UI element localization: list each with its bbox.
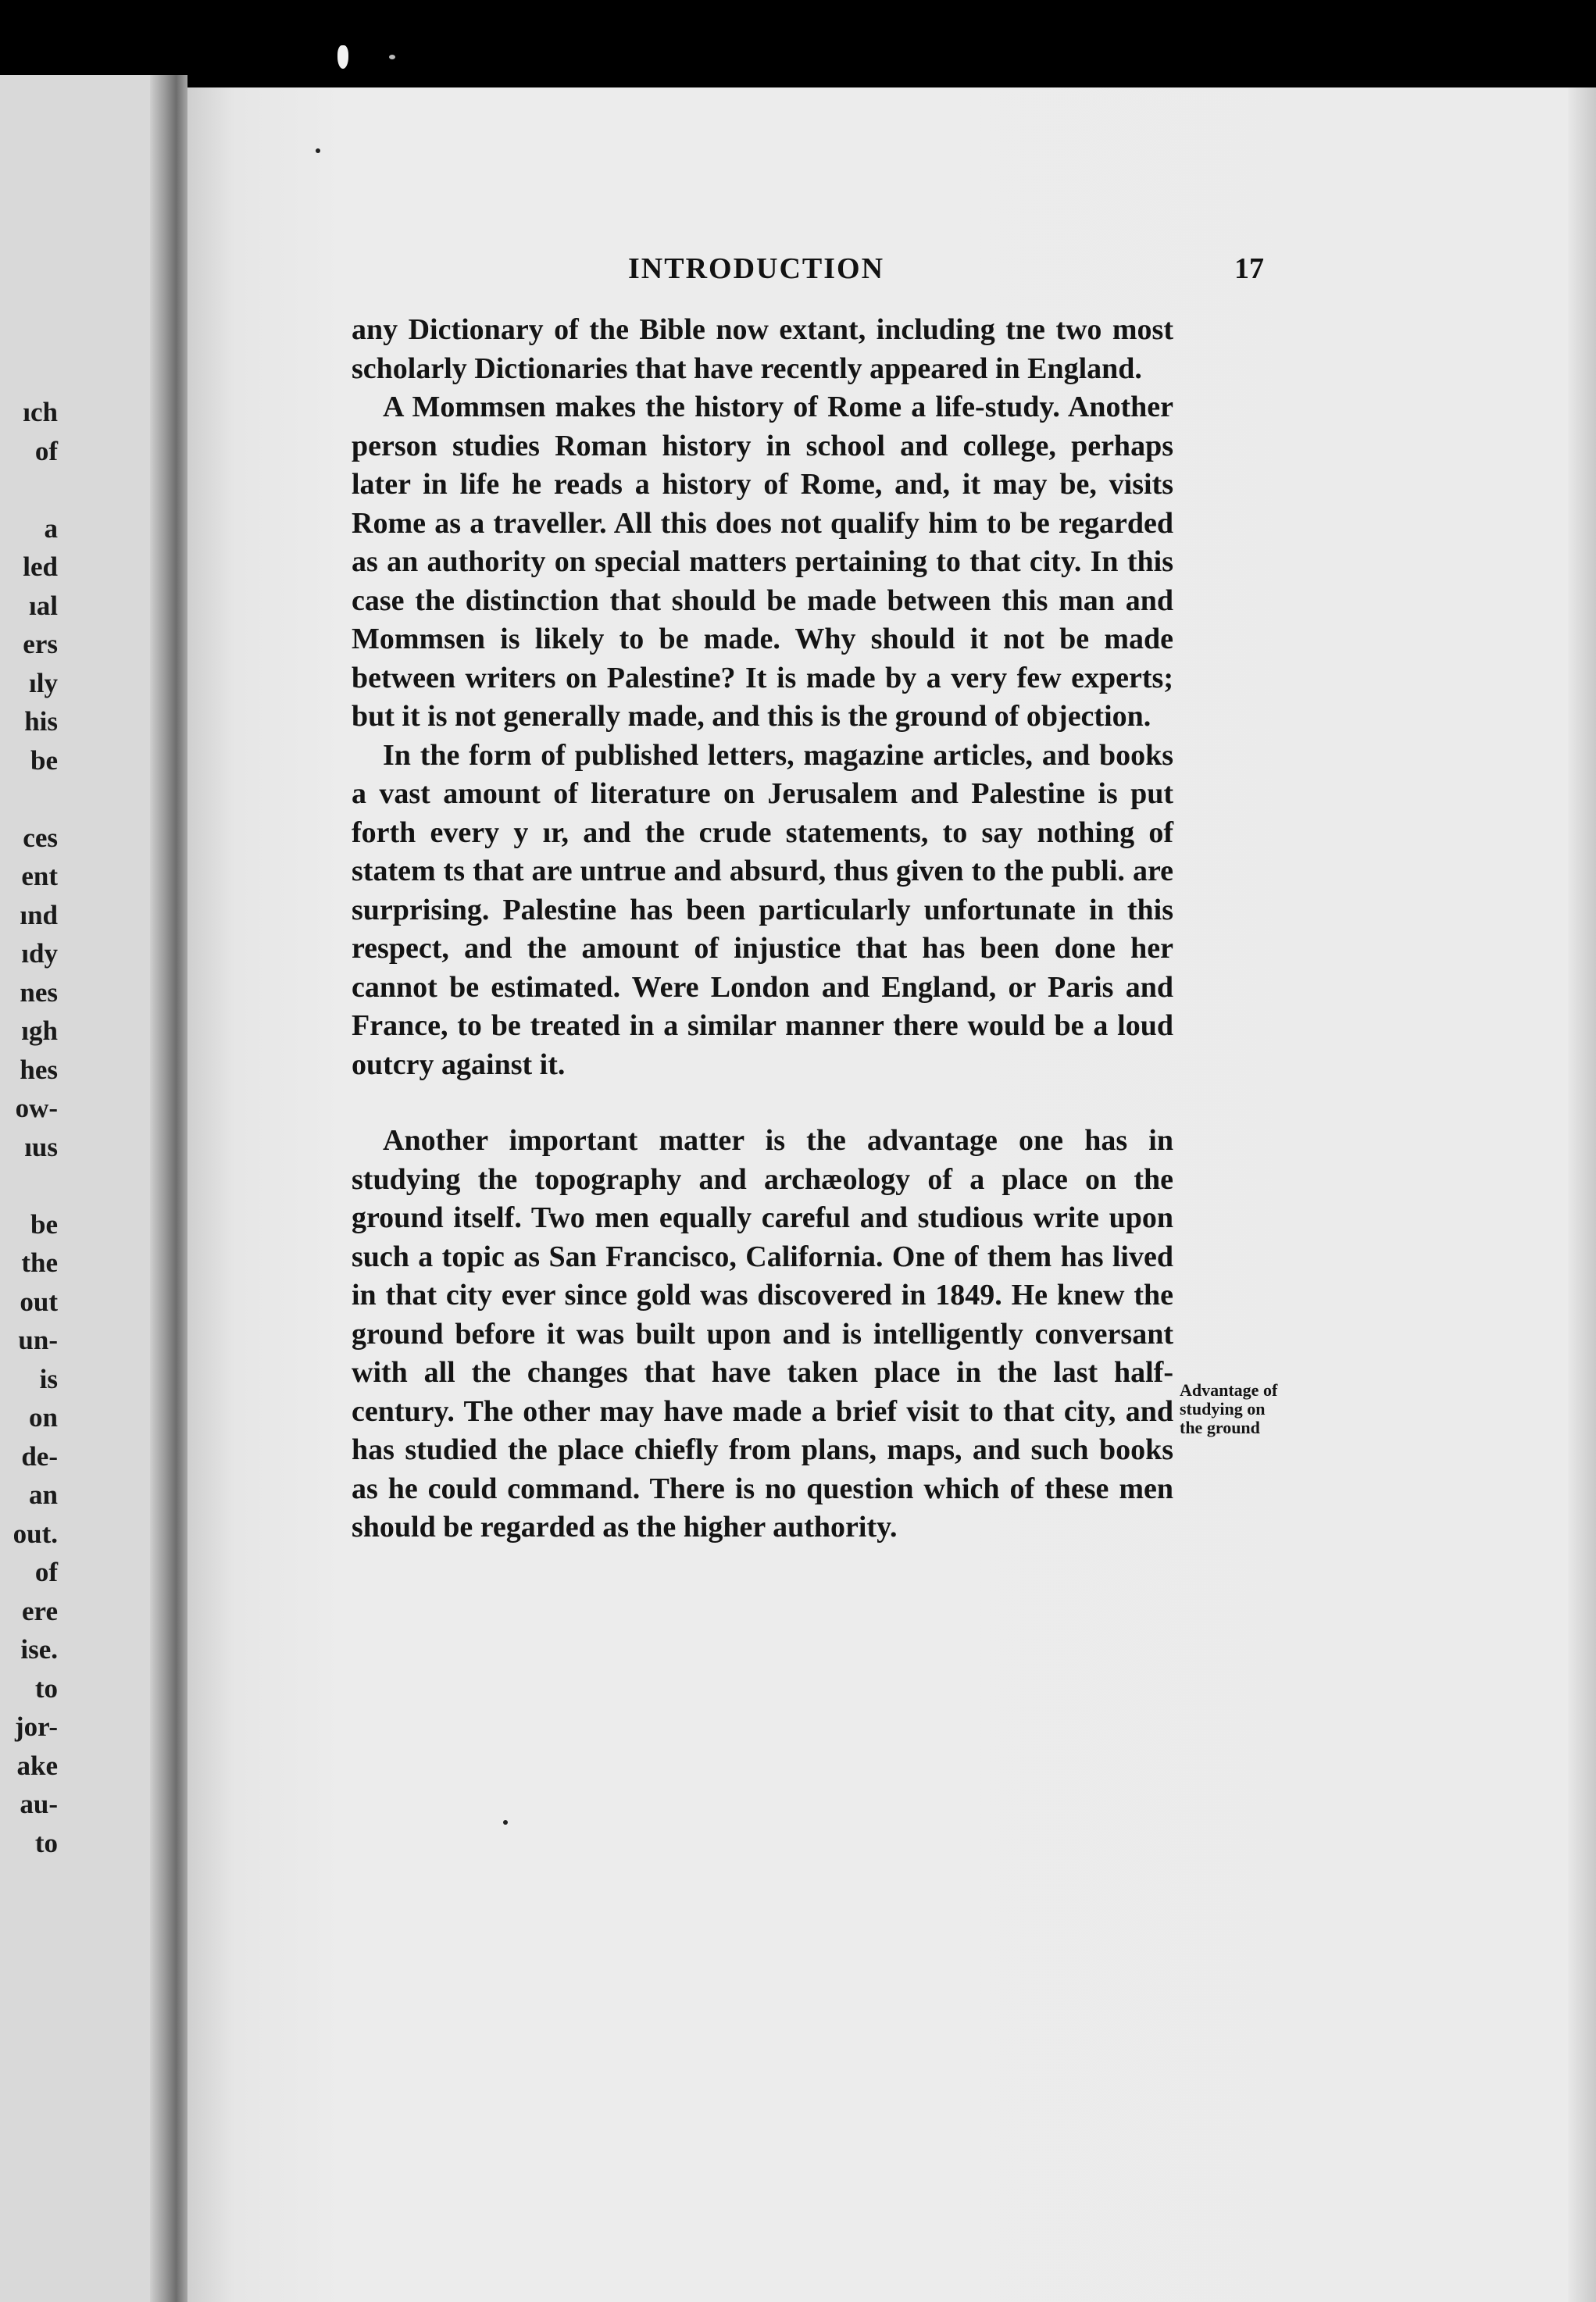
left-page-line-fragment: out. xyxy=(12,1518,58,1549)
left-page-line-fragment: au- xyxy=(20,1789,58,1819)
scan-mark xyxy=(337,45,348,69)
left-page-line-fragment: be xyxy=(30,744,58,776)
left-page-line-fragment: be xyxy=(30,1208,58,1240)
left-page-line-fragment: ıal xyxy=(29,590,58,621)
scan-speck xyxy=(503,1820,508,1825)
paragraph: Another important matter is the advantage one has in studying the topography and archæology of a place on the ground itself. Two men equally careful and studious write upon such a topic as San Francisco, California. One of them has lived in that city ever since gold was discovered in 1849. He knew the ground before it was built upon and is intelligently conversant with all the changes that have taken place in the last half-century. The other may have made a brief visit to that city, and has studied the place chiefly from plans, maps, and such books as he could command. There is no question which of these men should be regarded as the higher authority. xyxy=(352,1124,1173,1544)
running-header-title: INTRODUCTION xyxy=(628,252,885,285)
left-page-line-fragment: jor- xyxy=(14,1711,58,1742)
left-page-line-fragment: ent xyxy=(21,861,58,891)
margin-note-line: studying on xyxy=(1180,1399,1266,1419)
left-page-line-fragment: on xyxy=(29,1402,58,1433)
left-page-line-gap xyxy=(0,470,58,509)
margin-note-line: the ground xyxy=(1180,1418,1260,1437)
running-header xyxy=(437,252,1264,295)
left-page-line-fragment: ıly xyxy=(29,667,58,698)
paragraph: any Dictionary of the Bible now extant, including tne two most scholarly Dictionaries that have recently appeared in England. xyxy=(352,313,1173,385)
left-page-line-fragment: hes xyxy=(20,1054,58,1085)
left-page-line-fragment: his xyxy=(24,706,58,737)
left-adjacent-page xyxy=(0,75,187,2302)
paragraph: In the form of published letters, magazine articles, and books a vast amount of literature on Jerusalem and Palestine is put forth every y ır, and the crude statements, to say nothing of statem ts that are untrue and absurd, thus given to the publi. are surprising. Palestine has been particularly unfortunate in this respect, and the amount of injustice that has been done her cannot be estimated. Were London and England, or Paris and France, to be treated in a similar manner there would be a loud outcry against it. xyxy=(352,738,1173,1081)
left-page-line-fragment: ces xyxy=(23,822,58,853)
margin-note-line: Advantage of xyxy=(1180,1380,1278,1400)
paragraph: A Mommsen makes the history of Rome a life-study. Another person studies Roman history in school and college, perhaps later in life he reads a history of Rome, and, it may be, visits Rome as a traveller. All this does not qualify him to be regarded as an authority on special matters pertaining to that city. In this case the distinction that should be made between this man and Mommsen is likely to be made. Why should it not be made between writers on Palestine? It is made by a very few experts; but it is not generally made, and this is the ground of objection. xyxy=(352,391,1173,733)
margin-note xyxy=(1180,1381,1336,1437)
left-page-line-fragment: un- xyxy=(18,1325,58,1355)
left-page-line-fragment: ıus xyxy=(24,1131,58,1162)
page-number: 17 xyxy=(1234,252,1264,285)
left-page-line-fragment: led xyxy=(23,551,58,582)
left-page-line-fragment: a xyxy=(44,512,58,544)
section-gap xyxy=(352,1084,1173,1122)
left-page-line-fragment: ere xyxy=(22,1595,58,1626)
left-page-line-fragment: ake xyxy=(16,1750,58,1781)
left-page-line-fragment: ise. xyxy=(20,1634,58,1665)
book-gutter-shadow xyxy=(150,75,187,2302)
left-page-line-fragment: to xyxy=(34,1672,58,1704)
left-page-line-fragment: the xyxy=(21,1247,58,1278)
left-page-line-fragment: ow- xyxy=(15,1093,58,1123)
left-page-line-fragment: of xyxy=(34,435,58,466)
left-page-line-fragment: nes xyxy=(20,976,58,1008)
body-text xyxy=(352,311,1173,1547)
left-page-line-fragment: to xyxy=(34,1827,58,1858)
left-page-line-gap xyxy=(0,1166,58,1205)
left-page-line-fragment: ers xyxy=(23,629,58,659)
left-page-line-fragment: ıdy xyxy=(21,938,58,969)
page-edge-shadow xyxy=(1568,87,1596,2302)
left-page-line-fragment: ıgh xyxy=(21,1015,58,1046)
left-page-line-fragment: ıch xyxy=(23,397,58,427)
left-page-text-fragments xyxy=(0,393,58,1862)
left-page-line-gap xyxy=(0,780,58,819)
scan-speck xyxy=(389,55,395,59)
left-page-line-fragment: ınd xyxy=(20,899,58,930)
left-page-line-fragment: out xyxy=(20,1286,58,1317)
left-page-line-fragment: de- xyxy=(21,1440,58,1472)
scan-speck xyxy=(316,148,320,153)
left-page-line-fragment: of xyxy=(34,1557,58,1587)
left-page-line-fragment: is xyxy=(39,1363,58,1394)
left-page-line-fragment: an xyxy=(29,1479,58,1510)
